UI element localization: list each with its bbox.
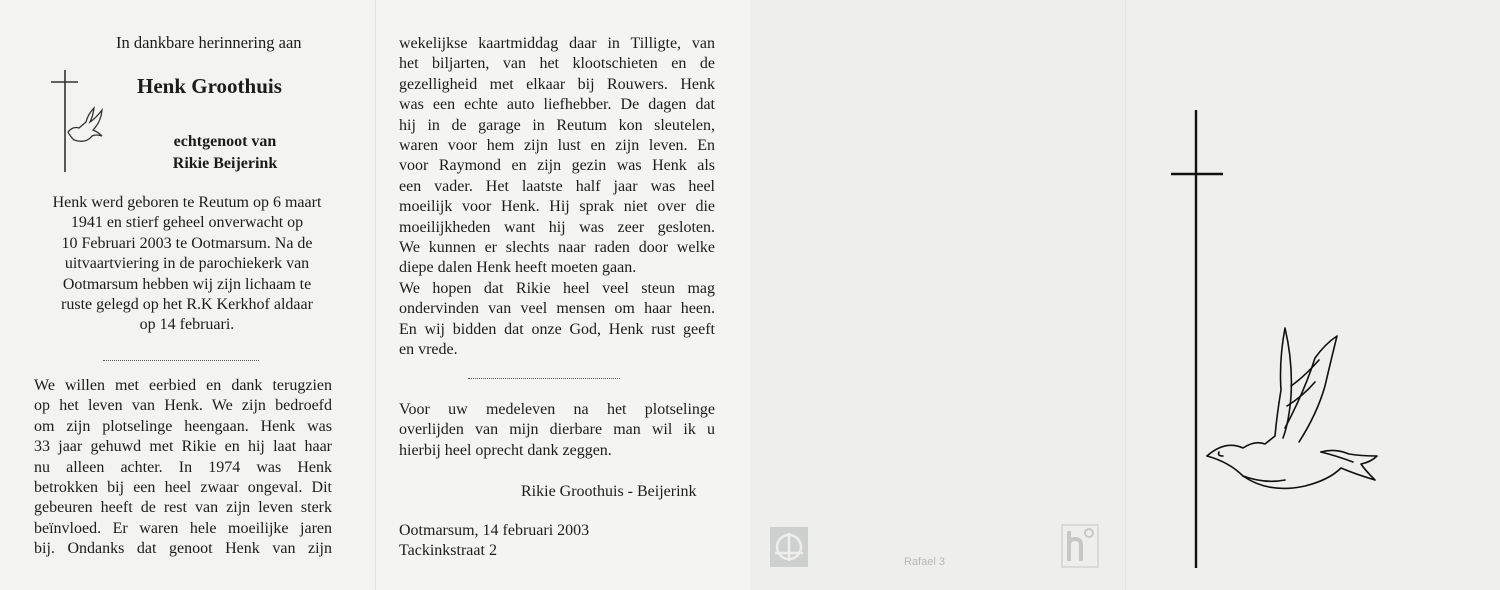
text-line: beïnvloed. Er waren hele moeilijke jaren [34, 519, 332, 537]
text-line: diepe dalen Henk heeft moeten gaan. [399, 259, 637, 277]
text-line: een vader. Het laatste half jaar was heel [399, 177, 715, 195]
deceased-name: Henk Groothuis [137, 74, 282, 98]
text-line: hij in de garage in Reutum kon sleutelen, [399, 116, 715, 134]
text-line: Tackinkstraat 2 [399, 542, 497, 560]
text-line: op 14 februari. [139, 316, 235, 334]
biography-intro [22, 193, 352, 336]
dotted-divider [103, 360, 259, 361]
text-line: Henk werd geboren te Reutum op 6 maart [52, 194, 322, 211]
text-line: voor Raymond en zijn gezin was Henk als [399, 157, 715, 175]
text-line: We kunnen er slechts naar raden door welke [399, 239, 715, 257]
text-line: ondervinden van veel mensen om haar heen. [399, 300, 715, 318]
print-code: Rafael 3 [904, 556, 945, 568]
text-line: moeilijk voor Henk. Hij sprak niet over die [399, 198, 715, 216]
text-line: ruste gelegd op het R.K Kerkhof aldaar [61, 296, 313, 314]
dotted-divider [468, 378, 620, 379]
text-line: hierbij heel oprecht dank zeggen. [399, 441, 612, 459]
place-date-address [399, 521, 589, 562]
text-line: 1941 en stierf geheel onverwacht op [70, 214, 304, 232]
panel-front-inner-left [0, 0, 375, 590]
spouse-block [160, 131, 290, 175]
publisher-logo-icon [770, 527, 808, 567]
text-line: We willen met eerbied en dank terugzien [34, 377, 332, 394]
text-line: Ootmarsum, 14 februari 2003 [399, 522, 590, 539]
cross-dove-icon [1165, 110, 1395, 570]
text-line: op het leven van Henk. We zijn bedroefd [34, 397, 332, 415]
spouse-line: echtgenoot van [173, 133, 277, 150]
cross-dove-icon [48, 70, 108, 174]
text-line: en vrede. [399, 341, 458, 359]
text-line: betrokken bij een heel zwaar ongeval. Dit [34, 479, 332, 497]
intro-text: In dankbare herinnering aan [116, 33, 302, 52]
printer-logo-icon [1060, 521, 1100, 569]
text-line: was een echte auto liefhebber. De dagen dat [399, 96, 715, 114]
signature: Rikie Groothuis - Beijerink [521, 483, 697, 500]
text-line: gebeuren heeft de rest van zijn leven sterk [34, 499, 332, 517]
text-line: Ootmarsum hebben wij zijn lichaam te [62, 275, 312, 293]
spouse-line: Rikie Beijerink [172, 155, 278, 172]
thanks-text [399, 400, 715, 461]
text-line: 10 Februari 2003 te Ootmarsum. Na de [61, 234, 313, 252]
text-line: En wij bidden dat onze God, Henk rust geeft [399, 320, 715, 338]
text-line: wekelijkse kaartmiddag daar in Tilligte, van [399, 35, 715, 52]
text-line: overlijden van mijn dierbare man wil ik u [399, 421, 715, 439]
text-line: bij. Ondanks dat genoot Henk van zijn [34, 540, 332, 558]
text-line: waren voor hem zijn lust en zijn leven. En [399, 137, 715, 155]
text-line: gezelligheid met elkaar bij Rouwers. Henk [399, 75, 715, 93]
text-line: uitvaartviering in de parochiekerk van [64, 255, 310, 273]
biography-continued [399, 34, 715, 361]
text-line: het biljarten, van het klootschieten en de [399, 55, 715, 73]
text-line: Voor uw medeleven na het plotselinge [399, 401, 715, 418]
panel-back [750, 0, 1125, 590]
text-line: 33 jaar gehuwd met Rikie en hij laat haar [34, 438, 332, 456]
text-line: nu alleen achter. In 1974 was Henk [34, 458, 332, 476]
text-line: We hopen dat Rikie heel veel steun mag [399, 279, 715, 297]
text-line: moeilijkheden want hij was zeer gesloten. [399, 218, 715, 236]
text-line: om zijn plotselinge heengaan. Henk was [34, 417, 332, 435]
biography-body [34, 376, 332, 560]
